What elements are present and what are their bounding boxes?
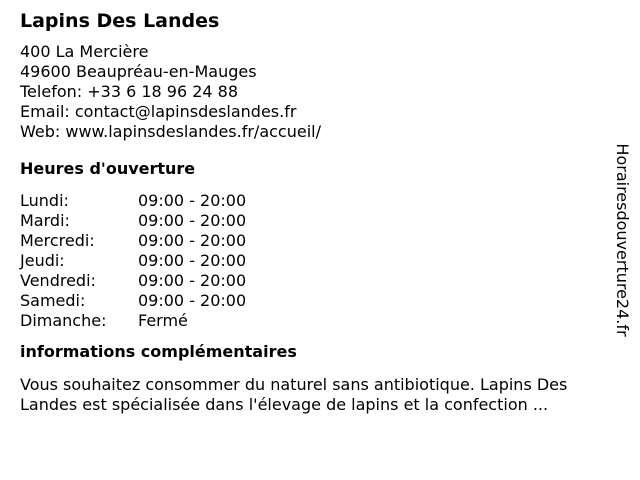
- hours-day: Mercredi:: [20, 231, 95, 250]
- hours-time: 09:00 - 20:00: [138, 271, 247, 290]
- hours-time: 09:00 - 20:00: [138, 191, 247, 210]
- hours-row-lundi: [20, 191, 600, 211]
- hours-row-vendredi: [20, 271, 600, 291]
- hours-time: 09:00 - 20:00: [138, 231, 247, 250]
- hours-day: Mardi:: [20, 211, 70, 230]
- hours-day: Samedi:: [20, 291, 86, 310]
- hours-time: 09:00 - 20:00: [138, 291, 247, 310]
- address-street: 400 La Mercière: [20, 42, 149, 61]
- hours-day: Vendredi:: [20, 271, 96, 290]
- phone-line: Telefon: +33 6 18 96 24 88: [20, 82, 239, 101]
- opening-hours-heading: Heures d'ouverture: [20, 159, 196, 178]
- hours-row-samedi: [20, 291, 600, 311]
- hours-time: 09:00 - 20:00: [138, 211, 247, 230]
- opening-hours-table: [20, 191, 600, 331]
- hours-row-mardi: [20, 211, 600, 231]
- site-watermark: Horairesdouverture24.fr: [613, 143, 632, 337]
- hours-day: Dimanche:: [20, 311, 107, 330]
- contact-block: [20, 42, 600, 142]
- address-city: 49600 Beaupréau-en-Mauges: [20, 62, 257, 81]
- additional-info-text: Vous souhaitez consommer du naturel sans antibiotique. Lapins Des Landes est spécialisée dans l'élevage de lapins et la confection ...: [20, 375, 568, 414]
- hours-time: 09:00 - 20:00: [138, 251, 247, 270]
- hours-row-mercredi: [20, 231, 600, 251]
- additional-info-heading: informations complémentaires: [20, 342, 297, 361]
- hours-row-dimanche: [20, 311, 600, 331]
- email-line: Email: contact@lapinsdeslandes.fr: [20, 102, 297, 121]
- business-name: Lapins Des Landes: [20, 10, 220, 32]
- business-card: [20, 8, 600, 415]
- hours-row-jeudi: [20, 251, 600, 271]
- hours-day: Lundi:: [20, 191, 69, 210]
- hours-day: Jeudi:: [20, 251, 65, 270]
- website-line: Web: www.lapinsdeslandes.fr/accueil/: [20, 122, 321, 141]
- hours-time: Fermé: [138, 311, 188, 330]
